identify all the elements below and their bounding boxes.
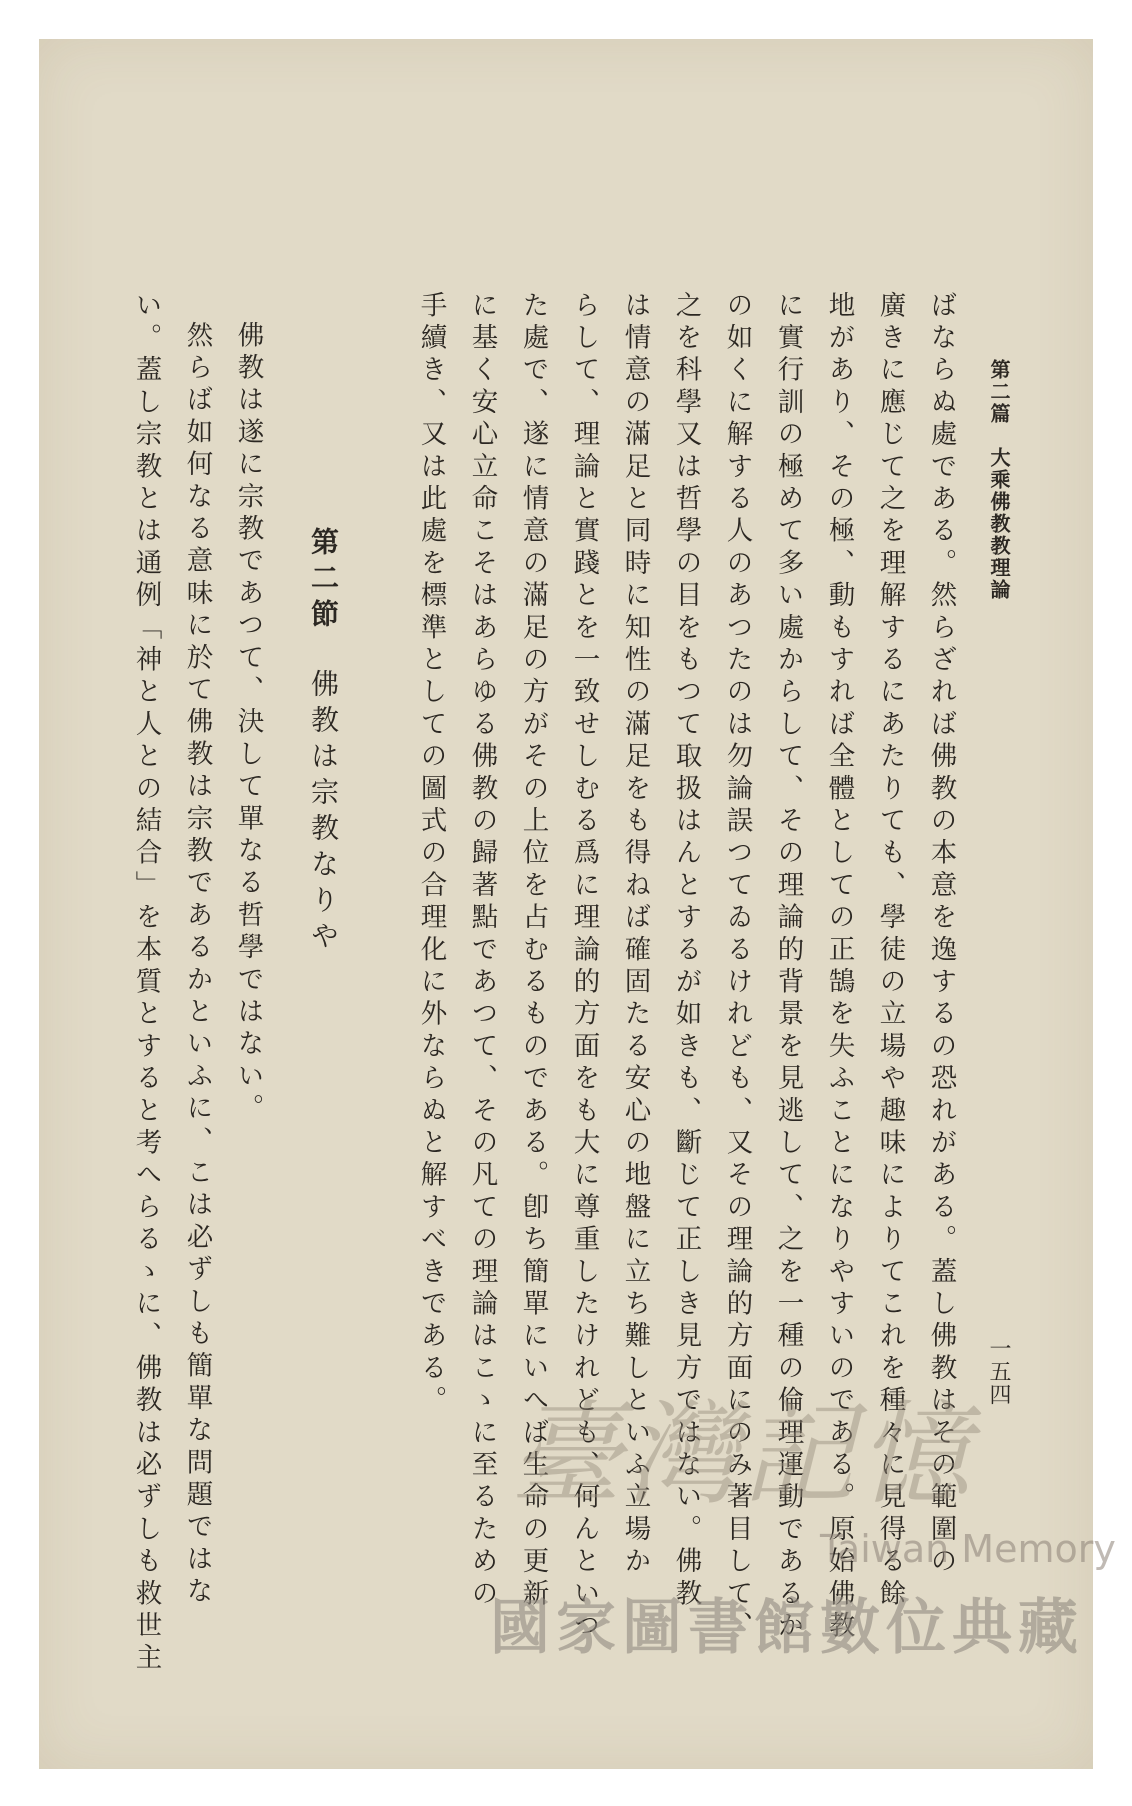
section-number: 第二節 (307, 527, 340, 635)
section-title: 佛教は宗教なりや (307, 669, 340, 957)
page-number: 一五四 (986, 1337, 1011, 1406)
body-line: 之を科學又は哲學の目をもつて取扱はんとするが如きも、斷じて正しき見方ではない。佛教 (670, 291, 702, 1612)
body-line: 手續き、又は此處を標準としての圖式の合理化に外ならぬと解すべきである。 (415, 291, 447, 1418)
running-header: 第二篇 大乘佛教教理論 (987, 359, 1011, 601)
section-heading (307, 527, 340, 957)
body-line: い。蓋し宗教とは通例「神と人との結合」を本質とすると考へらるゝに、佛教は必ずしも救世主 (130, 291, 162, 1676)
body-line: に實行訓の極めて多い處からして、その理論的背景を見逃して、之を一種の倫理運動であるか (772, 291, 804, 1644)
body-line: は情意の滿足と同時に知性の滿足をも得ねば確固たる安心の地盤に立ち難しといふ立場か (619, 291, 651, 1579)
body-line: 然らば如何なる意味に於て佛教は宗教であるかといふに、こは必ずしも簡單な問題ではな (181, 321, 213, 1609)
watermark-logo: 臺灣記憶 (510, 1390, 974, 1520)
body-line: 廣きに應じて之を理解するにあたりても、學徒の立場や趣味によりてこれを種々に見得る餘 (874, 291, 906, 1612)
watermark-english: Taiwan Memory (820, 1527, 1116, 1571)
body-line: に基く安心立命こそはあらゆる佛教の歸著點であつて、その凡ての理論はこゝに至るための (466, 291, 498, 1612)
watermark-institution: 國家圖書館數位典藏 (490, 1593, 1084, 1663)
body-line: 地があり、その極、動もすれば全體としての正鵠を失ふことになりやすいのである。原始佛教 (823, 291, 855, 1644)
body-line: た處で、遂に情意の滿足の方がその上位を占むるものである。卽ち簡單にいへば生命の更新 (517, 291, 549, 1612)
body-line: の如くに解する人のあつたのは勿論誤つてゐるけれども、又その理論的方面にのみ著目して、 (721, 291, 753, 1644)
body-line: ばならぬ處である。然らざれば佛教の本意を逸するの恐れがある。蓋し佛教はその範圍の (925, 291, 957, 1579)
body-line: 佛教は遂に宗教であつて、決して單なる哲學ではない。 (232, 321, 264, 1126)
body-line: らして、理論と實踐とを一致せしむる爲に理論的方面をも大に尊重したけれども、何んといつ (568, 291, 600, 1644)
